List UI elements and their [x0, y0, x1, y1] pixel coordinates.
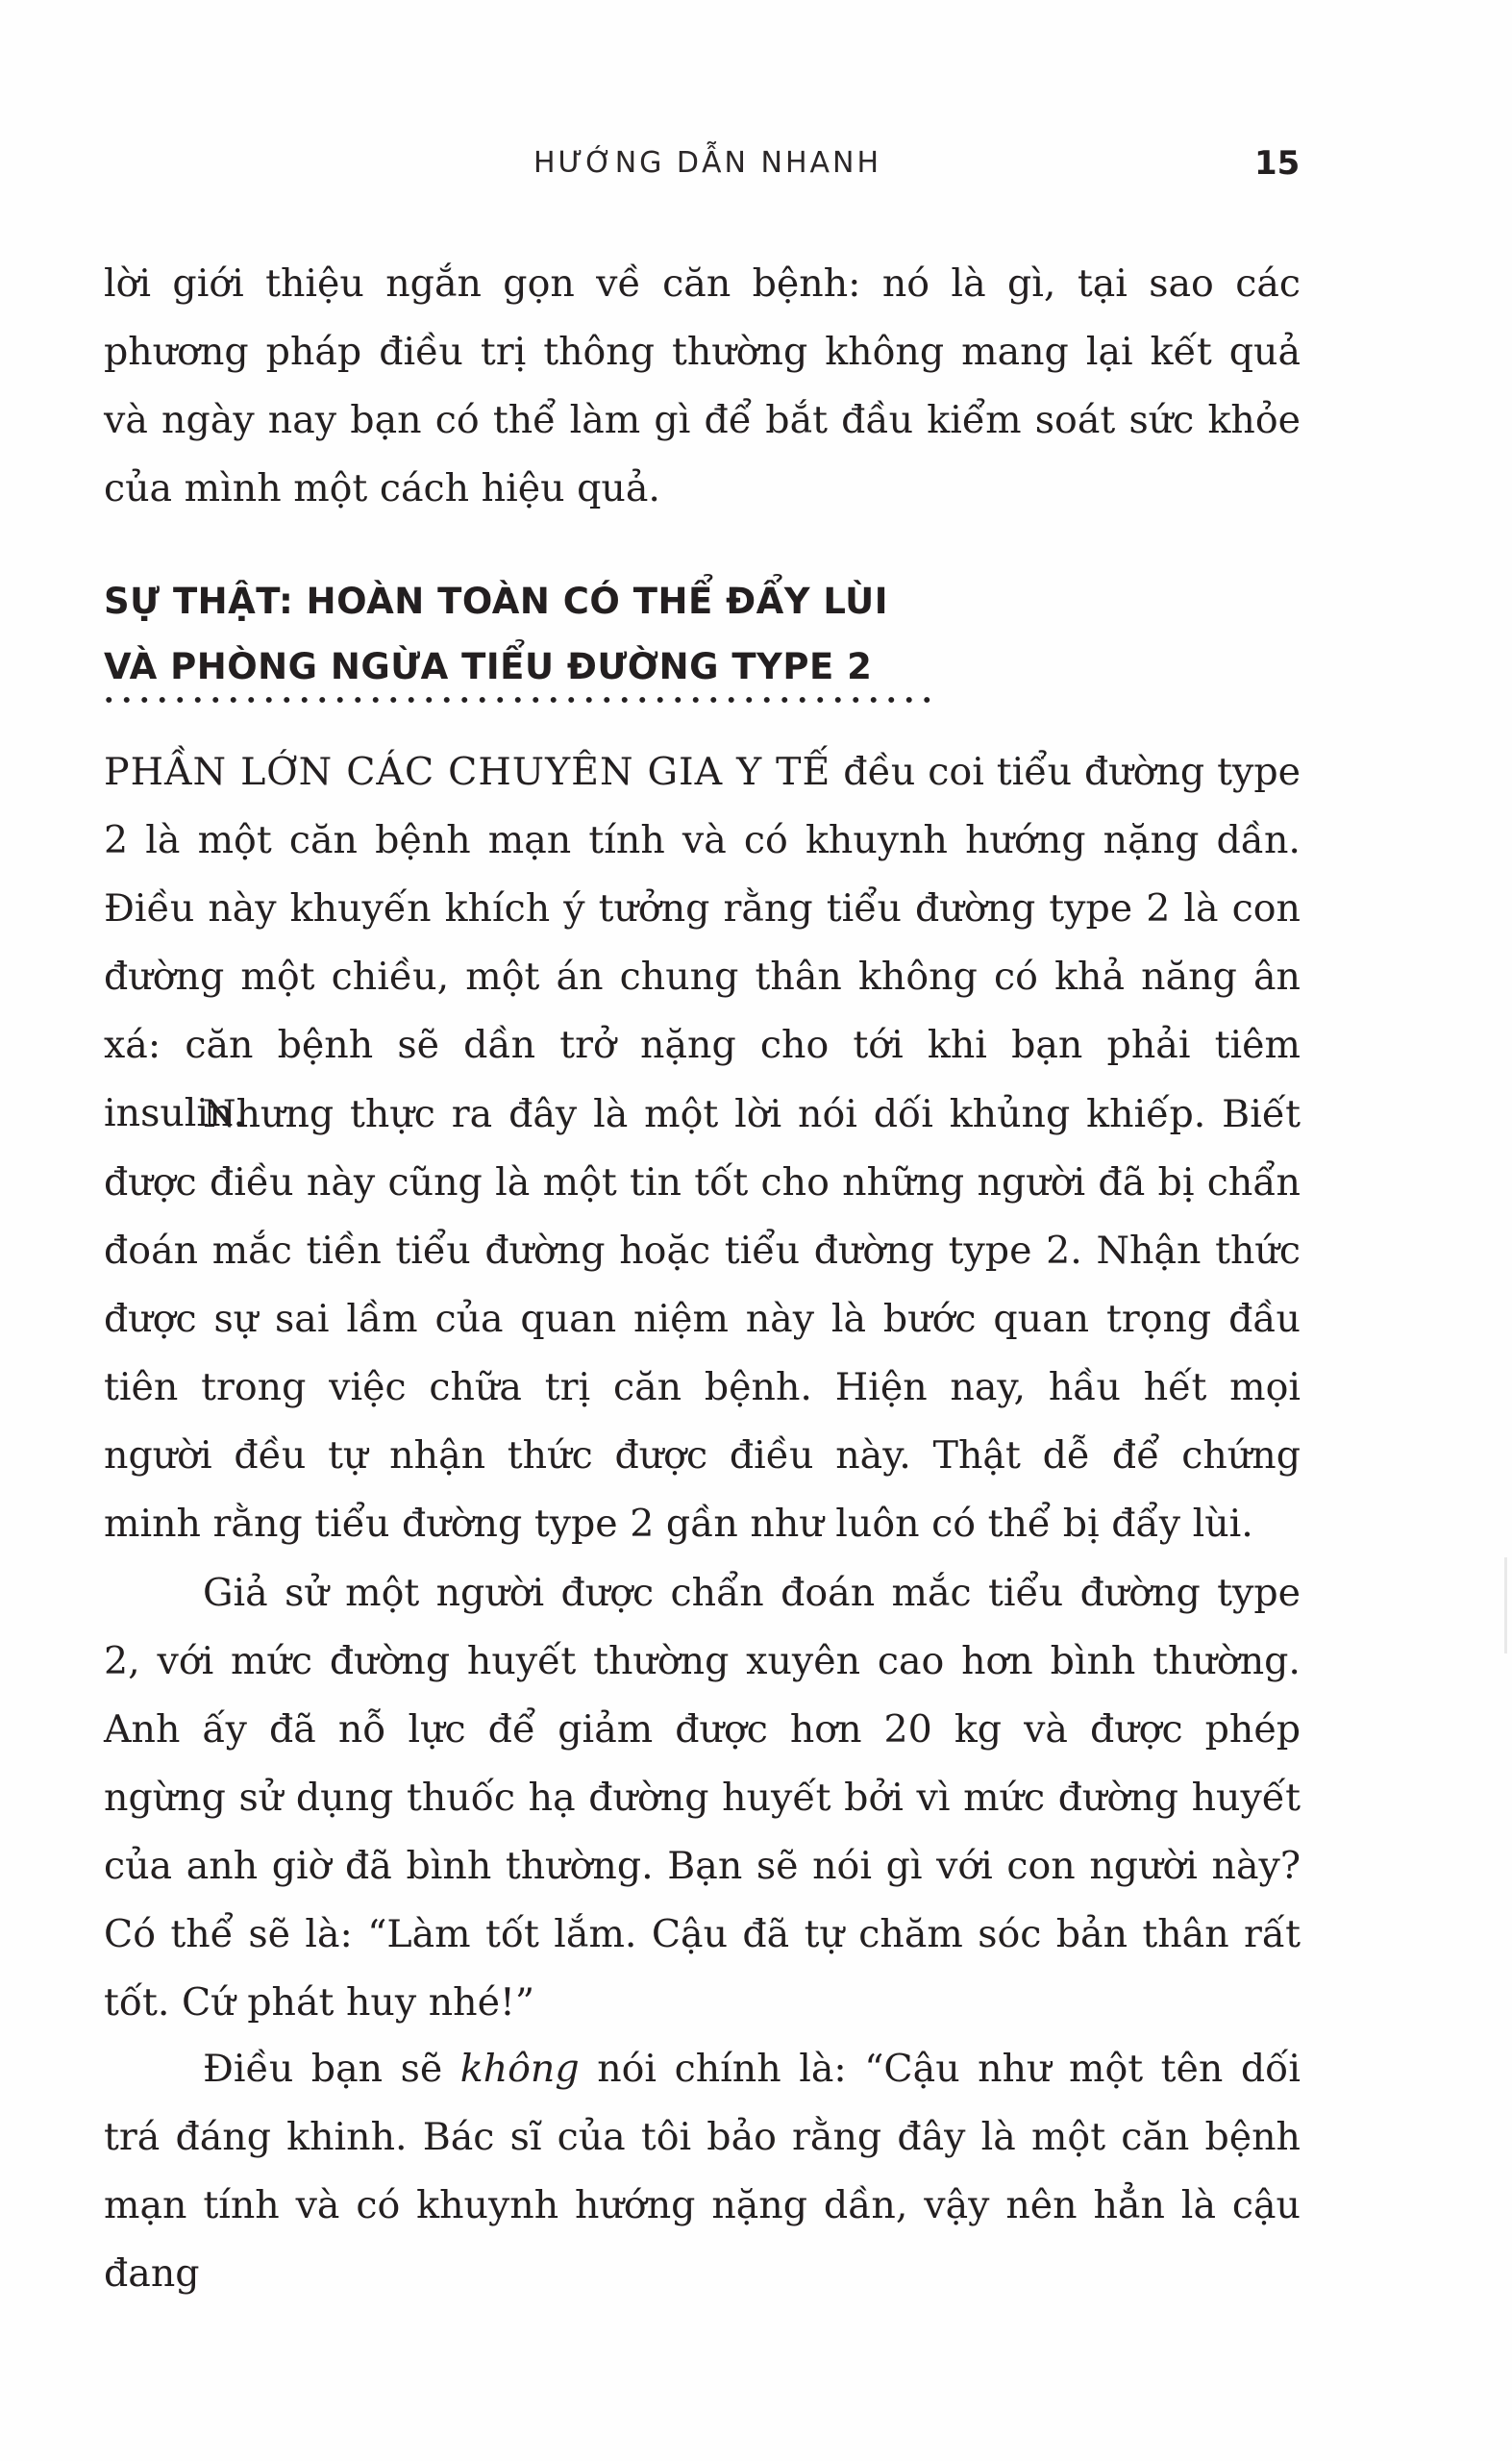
paragraph-fourth-start: Điều bạn sẽ	[203, 2047, 460, 2091]
paragraph-first-body: đều coi tiểu đường type 2 là một căn bệnh mạn tính và có khuynh hướng nặng dần. Điều này khuyến khích ý tưởng rằng tiểu đường type 2 là con đường một chiều, một án chung thân không có khả năng ân xá: căn bệnh sẽ dần trở nặng cho tới khi bạn phải tiêm insulin.	[104, 750, 1301, 1135]
running-head	[0, 146, 1512, 194]
section-heading-line-1: SỰ THẬT: HOÀN TOÀN CÓ THỂ ĐẨY LÙI	[104, 581, 888, 622]
paragraph-lead-in: PHẦN LỚN CÁC CHUYÊN GIA Y TẾ	[104, 750, 831, 794]
paragraph-third: Giả sử một người được chẩn đoán mắc tiểu đường type 2, với mức đường huyết thường xuyên cao hơn bình thường. Anh ấy đã nỗ lực để giảm được hơn 20 kg và được phép ngừng sử dụng thuốc hạ đường huyết bởi vì mức đường huyết của anh giờ đã bình thường. Bạn sẽ nói gì với con người này? Có thể sẽ là: “Làm tốt lắm. Cậu đã tự chăm sóc bản thân rất tốt. Cứ phát huy nhé!”	[104, 1571, 1301, 2025]
paragraph-fourth	[104, 2035, 1301, 2308]
section-heading	[104, 569, 1305, 700]
dotted-rule	[100, 692, 936, 708]
page-number: 15	[1254, 144, 1301, 183]
paragraph-second: Nhưng thực ra đây là một lời nói dối khủng khiếp. Biết được điều này cũng là một tin tốt cho những người đã bị chẩn đoán mắc tiền tiểu đường hoặc tiểu đường type 2. Nhận thức được sự sai lầm của quan niệm này là bước quan trọng đầu tiên trong việc chữa trị căn bệnh. Hiện nay, hầu hết mọi người đều tự nhận thức được điều này. Thật dễ để chứng minh rằng tiểu đường type 2 gần như luôn có thể bị đẩy lùi.	[104, 1092, 1301, 1546]
paragraph-fourth-body: nói chính là: “Cậu như một tên dối trá đáng khinh. Bác sĩ của tôi bảo rằng đây là một căn bệnh mạn tính và có khuynh hướng nặng dần, vậy nên hẳn là cậu đang	[104, 2047, 1301, 2296]
page-edge-shadow	[1504, 1557, 1507, 1653]
paragraph-continuation: lời giới thiệu ngắn gọn về căn bệnh: nó là gì, tại sao các phương pháp điều trị thông thường không mang lại kết quả và ngày nay bạn có thể làm gì để bắt đầu kiểm soát sức khỏe của mình một cách hiệu quả.	[104, 261, 1301, 510]
running-head-title: HƯỚNG DẪN NHANH	[533, 146, 882, 180]
section-heading-line-2: VÀ PHÒNG NGỪA TIỂU ĐƯỜNG TYPE 2	[104, 646, 873, 687]
paragraph-fourth-emphasis: không	[459, 2047, 580, 2091]
